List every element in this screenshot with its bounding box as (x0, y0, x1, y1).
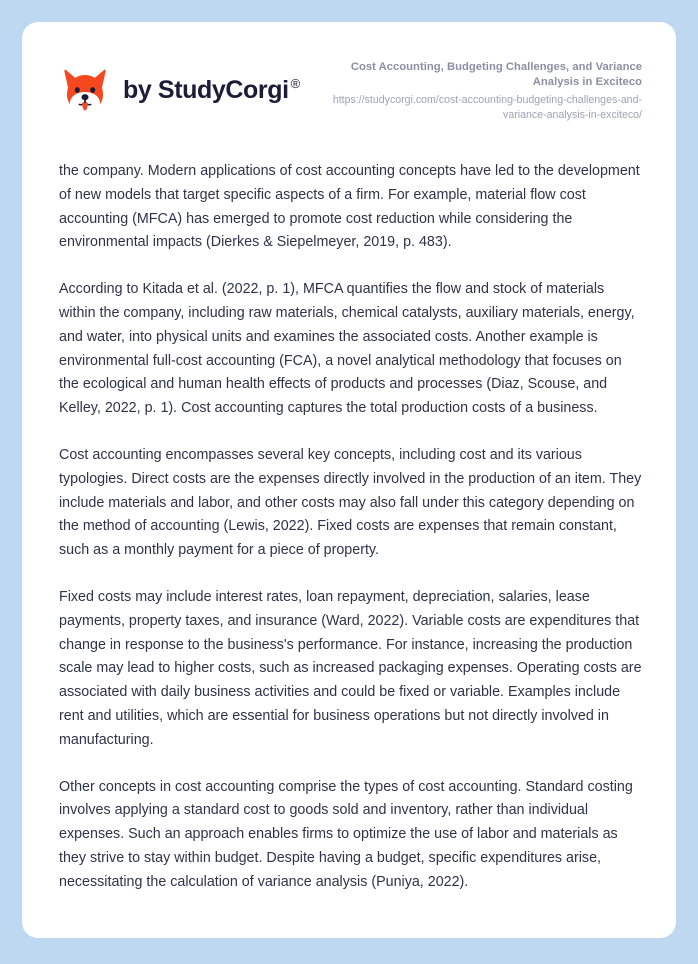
brand-name (123, 76, 300, 105)
body-paragraph: the company. Modern applications of cost accounting concepts have led to the development of new models that target specific aspects of a firm. For example, material flow cost accounting (MFCA) has emerged to promote cost reduction while considering the environmental impacts (Dierkes & Siepelmeyer, 2019, p. 483). (59, 163, 640, 251)
document-header (22, 22, 676, 122)
document-page-card (22, 22, 676, 938)
body-paragraph: Other concepts in cost accounting comprise the types of cost accounting. Standard costing involves applying a standard cost to goods sold and inventory, rather than individual expenses. Such an approach enables firms to optimize the use of labor and materials as they strive to stay within budget. Despite having a budget, specific expenditures arise, necessitating the calculation of variance analysis (Puniya, 2022). (59, 778, 633, 890)
document-source-url: https://studycorgi.com/cost-accounting-budgeting-challenges-and-variance-analysis-in-exciteco/ (332, 94, 642, 121)
document-meta (302, 58, 642, 122)
brand-logo-group (59, 64, 300, 116)
document-title: Cost Accounting, Budgeting Challenges, and Variance Analysis in Exciteco (350, 61, 642, 88)
body-paragraph: According to Kitada et al. (2022, p. 1), MFCA quantifies the flow and stock of materials within the company, including raw materials, chemical catalysts, auxiliary materials, energy, and water, into physical units and examines the associated costs. Another example is environmental full-cost accounting (FCA), a novel analytical methodology that focuses on the ecological and human health effects of products and processes (Diaz, Scouse, and Kelley, 2022, p. 1). Cost accounting captures the total production costs of a business. (59, 281, 635, 417)
document-body (22, 160, 676, 895)
registered-trademark-icon: ® (290, 76, 300, 92)
body-paragraph: Fixed costs may include interest rates, loan repayment, depreciation, salaries, lease payments, property taxes, and insurance (Ward, 2022). Variable costs are expenditures that change in response to the business's performance. For instance, increasing the production scale may lead to higher costs, such as increased packaging expenses. Operating costs are associated with daily business activities and could be fixed or variable. Examples include rent and utilities, which are essential for business operations but not directly involved in manufacturing. (59, 588, 642, 748)
corgi-face-icon (59, 64, 111, 116)
body-paragraph: Cost accounting encompasses several key concepts, including cost and its various typologies. Direct costs are the expenses directly involved in the production of an item. They include materials and labor, and other costs may also fall under this category depending on the method of accounting (Lewis, 2022). Fixed costs are expenses that remain constant, such as a monthly payment for a piece of property. (59, 446, 642, 559)
brand-name-text: by StudyCorgi (123, 75, 289, 104)
